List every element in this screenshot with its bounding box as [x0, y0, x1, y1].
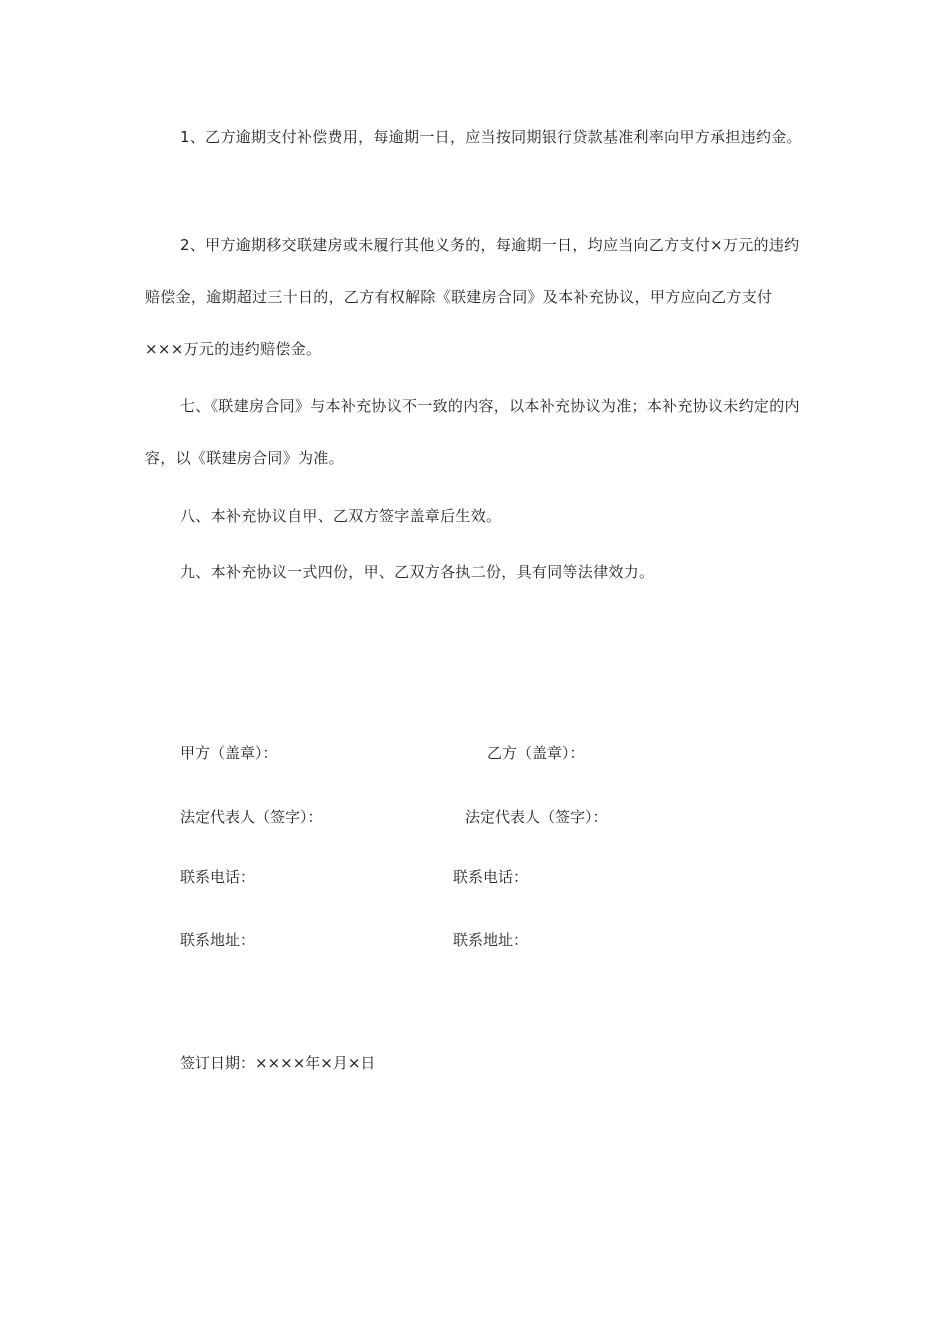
- party-a-phone-label: 联系电话：: [180, 868, 256, 886]
- party-b-representative-label: 法定代表人（签字）：: [465, 808, 608, 826]
- clause-7-paragraph: 七、《联建房合同》与本补充协议不一致的内容，以本补充协议为准；本补充协议未约定的内容，以《联建房合同》为准。: [145, 397, 800, 467]
- party-a-representative-label: 法定代表人（签字）：: [180, 808, 323, 826]
- party-a-address-label: 联系地址：: [180, 931, 256, 949]
- party-b-phone-label: 联系电话：: [453, 868, 529, 886]
- party-b-address-label: 联系地址：: [453, 931, 529, 949]
- signing-date: 签订日期：××××年×月×日: [180, 1054, 376, 1072]
- party-b-seal-label: 乙方（盖章）：: [487, 744, 585, 762]
- clause-9-paragraph: 九、本补充协议一式四份，甲、乙双方各执二份，具有同等法律效力。: [180, 563, 655, 581]
- clause-2-paragraph: 2、甲方逾期移交联建房或未履行其他义务的，每逾期一日，均应当向乙方支付×万元的违约赔偿金，逾期超过三十日的，乙方有权解除《联建房合同》及本补充协议，甲方应向乙方支付×××万元的违约赔偿金。: [145, 236, 800, 358]
- clause-8-paragraph: 八、本补充协议自甲、乙双方签字盖章后生效。: [180, 507, 502, 525]
- party-a-seal-label: 甲方（盖章）：: [180, 744, 278, 762]
- clause-1-paragraph: 1、乙方逾期支付补偿费用，每逾期一日，应当按同期银行贷款基准利率向甲方承担违约金。: [180, 128, 802, 146]
